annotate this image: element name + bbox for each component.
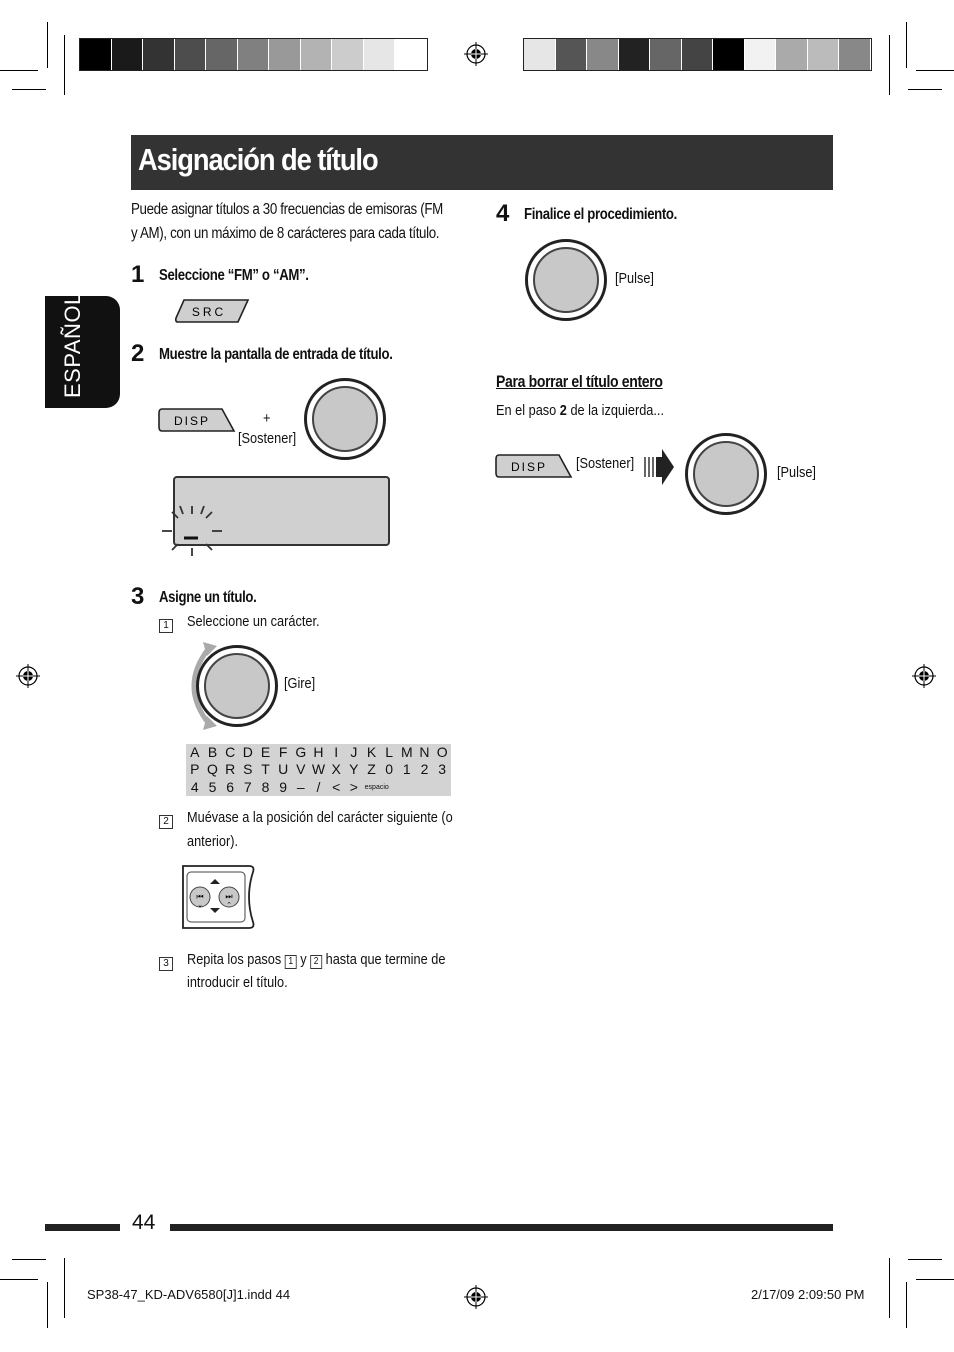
character-cell: F (278, 744, 288, 760)
step-4-text: Finalice el procedimiento. (524, 206, 677, 223)
character-cell: H (313, 744, 324, 760)
control-dial-erase[interactable] (685, 433, 767, 515)
color-swatch (650, 39, 682, 70)
footer-rule-right (170, 1224, 833, 1231)
color-swatch (143, 39, 175, 70)
character-cell: 3 (438, 761, 447, 778)
hold-label: [Sostener] (238, 430, 297, 447)
footer-rule-left (45, 1224, 120, 1231)
crop-mark (64, 35, 65, 95)
character-cell: S (243, 761, 253, 778)
color-swatch (587, 39, 619, 70)
crop-mark (64, 1258, 65, 1318)
character-cell: 0 (385, 761, 394, 778)
character-cell: G (295, 744, 307, 760)
color-swatch (395, 39, 427, 70)
step-3-number: 3 (131, 583, 145, 610)
disp-button-label: DISP (173, 414, 211, 428)
character-cell: > (349, 778, 358, 795)
color-swatch (175, 39, 207, 70)
registration-mark-icon (16, 664, 40, 688)
color-swatch (80, 39, 112, 70)
crop-mark (0, 70, 38, 71)
crop-mark (12, 89, 46, 90)
character-cell: V (296, 761, 306, 778)
character-cell: N (419, 744, 430, 760)
character-cell: I (334, 744, 339, 760)
crop-mark (908, 89, 942, 90)
character-cell: 6 (226, 778, 235, 795)
character-table (186, 744, 451, 796)
substep-2-line-2: anterior). (187, 833, 239, 850)
src-button-label: SRC (191, 305, 227, 319)
color-swatch (682, 39, 714, 70)
step-1-number: 1 (131, 261, 145, 288)
character-cell: 5 (208, 778, 217, 795)
crop-mark (47, 22, 48, 68)
character-cell: R (225, 761, 236, 778)
press-label: [Pulse] (615, 270, 654, 287)
language-tab-label: ESPAÑOL (60, 292, 85, 398)
character-cell: espacio (364, 783, 389, 791)
step-2-text: Muestre la pantalla de entrada de título. (159, 346, 393, 363)
registration-mark-icon (464, 42, 488, 66)
crop-mark (12, 1259, 46, 1260)
crop-mark (908, 1259, 942, 1260)
color-swatch (238, 39, 270, 70)
character-cell: P (190, 761, 200, 778)
step-2-number: 2 (131, 340, 145, 367)
crop-mark (0, 1279, 38, 1280)
intro-line-2: y AM), con un máximo de 8 carácteres para cada título. (131, 225, 440, 242)
substep-3-box: 3 (159, 953, 173, 971)
color-swatch (839, 39, 871, 70)
crop-mark (906, 1282, 907, 1328)
color-swatch (364, 39, 396, 70)
svg-text:⏭: ⏭ (225, 892, 233, 901)
disp-button[interactable] (158, 407, 236, 433)
substep-3-line-1: Repita los pasos 1 y 2 hasta que termine de (187, 951, 446, 968)
character-cell: K (366, 744, 377, 760)
turn-label: [Gire] (284, 675, 316, 692)
color-swatch (619, 39, 651, 70)
page-title: Asignación de título (138, 142, 378, 177)
character-cell: O (436, 744, 448, 760)
svg-text:⏮: ⏮ (196, 892, 204, 901)
character-cell: D (242, 744, 253, 760)
color-swatch (301, 39, 333, 70)
color-calibration-bar-right (523, 38, 872, 71)
crop-mark (916, 70, 954, 71)
color-swatch (112, 39, 144, 70)
character-cell: T (261, 761, 270, 778)
crop-mark (916, 1279, 954, 1280)
step-3-text: Asigne un título. (159, 589, 257, 606)
character-cell: < (332, 778, 341, 795)
control-dial[interactable] (304, 378, 386, 460)
color-swatch (332, 39, 364, 70)
color-swatch (776, 39, 808, 70)
erase-heading: Para borrar el título entero (496, 373, 663, 391)
print-date: 2/17/09 2:09:50 PM (751, 1287, 865, 1302)
plus-sign: + (263, 410, 271, 427)
character-cell: 8 (261, 778, 270, 795)
substep-2-box: 2 (159, 811, 173, 829)
crop-mark (906, 22, 907, 68)
color-swatch (269, 39, 301, 70)
character-cell: 1 (402, 761, 411, 778)
color-swatch (713, 39, 745, 70)
character-cell: – (296, 778, 305, 795)
registration-mark-icon (464, 1285, 488, 1309)
disp-button-erase-label: DISP (510, 460, 548, 474)
character-cell: C (225, 744, 236, 760)
character-cell: Q (207, 761, 218, 778)
character-cell: 2 (420, 761, 429, 778)
character-cell: A (190, 744, 200, 760)
registration-mark-icon (912, 664, 936, 688)
character-cell: / (316, 778, 321, 795)
color-swatch (206, 39, 238, 70)
character-cell: X (331, 761, 341, 778)
erase-intro: En el paso 2 de la izquierda... (496, 402, 665, 419)
disp-button-erase[interactable] (495, 453, 573, 479)
character-cell: U (278, 761, 289, 778)
color-swatch (524, 39, 556, 70)
next-track-button[interactable] (219, 887, 239, 907)
erase-hold-label: [Sostener] (576, 455, 635, 472)
character-cell: M (400, 744, 413, 760)
control-dial-press[interactable] (525, 239, 607, 321)
color-swatch (745, 39, 777, 70)
character-cell: 9 (279, 778, 288, 795)
character-cell: Z (367, 761, 376, 778)
substep-3-line-2: introducir el título. (187, 974, 288, 991)
substep-1-box: 1 (159, 615, 173, 633)
character-cell: 4 (190, 778, 199, 795)
intro-line-1: Puede asignar títulos a 30 frecuencias de emisoras (FM (131, 201, 443, 218)
crop-mark (47, 1282, 48, 1328)
crop-mark (889, 1258, 890, 1318)
step-4-number: 4 (496, 200, 510, 227)
character-cell: Y (349, 761, 359, 778)
prev-track-button[interactable] (196, 887, 216, 907)
character-cell: W (311, 761, 326, 778)
blinking-cursor-icon (158, 500, 226, 562)
track-buttons-panel (179, 864, 257, 930)
svg-text:⌃: ⌃ (226, 901, 232, 909)
step-1-text: Seleccione “FM” o “AM”. (159, 267, 309, 284)
page-number: 44 (132, 1211, 156, 1234)
color-calibration-bar-left (79, 38, 428, 71)
erase-press-label: [Pulse] (777, 464, 816, 481)
substep-2-line-1: Muévase a la posición del carácter siguiente (o (187, 809, 453, 826)
color-swatch (808, 39, 840, 70)
arrow-right-icon (642, 447, 676, 487)
character-cell: E (260, 744, 271, 760)
character-cell: B (207, 744, 218, 760)
character-cell: L (385, 744, 394, 760)
color-swatch (556, 39, 588, 70)
file-info: SP38-47_KD-ADV6580[J]1.indd 44 (87, 1287, 291, 1302)
svg-text:⌄: ⌄ (197, 901, 203, 909)
crop-mark (889, 35, 890, 95)
character-cell: J (350, 744, 358, 760)
src-button[interactable] (174, 298, 250, 324)
substep-1-text: Seleccione un carácter. (187, 613, 320, 630)
control-dial-turn[interactable] (196, 645, 278, 727)
character-cell: 7 (243, 778, 252, 795)
